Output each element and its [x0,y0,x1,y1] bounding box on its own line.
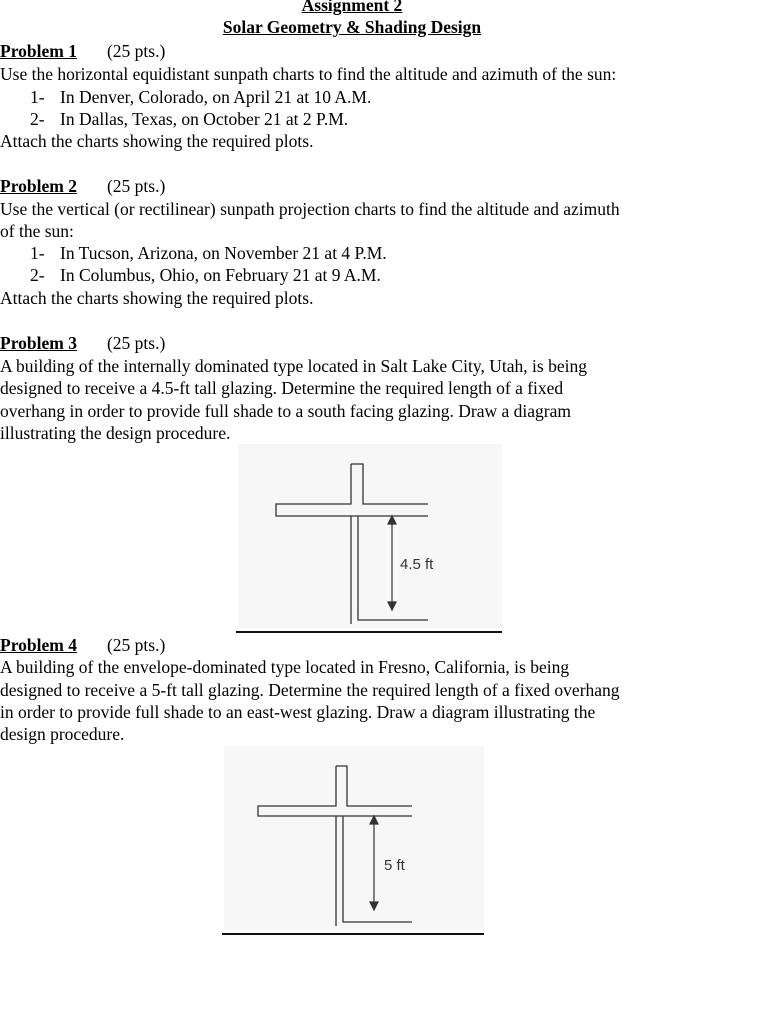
problem-text-line: designed to receive a 5-ft tall glazing. Determine the required length of a fixed overhang [0,680,620,700]
overhang-diagram-2 [222,746,484,936]
list-item-text: In Columbus, Ohio, on February 21 at 9 A.M. [60,265,381,285]
list-item-number: 1- [30,243,45,263]
glazing-height-label: 4.5 ft [400,556,434,573]
problem-2-header [0,175,165,198]
problem-4-header [0,634,165,657]
problem-heading: Problem 4 [0,635,77,655]
assignment-subject: Solar Geometry & Shading Design [222,17,482,37]
problem-3-header [0,332,165,355]
problem-points: (25 pts.) [106,635,166,655]
problem-footer: Attach the charts showing the required plots. [0,131,314,151]
list-item-text: In Dallas, Texas, on October 21 at 2 P.M. [60,109,349,129]
problem-1-header [0,40,165,63]
list-item [30,86,371,109]
problem-text-line: Use the vertical (or rectilinear) sunpath projection charts to find the altitude and azimuth [0,199,620,219]
problem-heading: Problem 3 [0,333,77,353]
list-item-number: 1- [30,87,45,107]
problem-text-line: of the sun: [0,221,74,241]
problem-points: (25 pts.) [106,176,166,196]
problem-text-line: in order to provide full shade to an east-west glazing. Draw a diagram illustrating the [0,702,596,722]
problem-footer: Attach the charts showing the required plots. [0,288,314,308]
glazing-height-label: 5 ft [384,857,405,874]
list-item-number: 2- [30,265,45,285]
problem-text-line: illustrating the design procedure. [0,423,231,443]
problem-text-line: A building of the envelope-dominated type located in Fresno, California, is being [0,657,570,677]
problem-heading: Problem 1 [0,41,77,61]
assignment-title: Assignment 2 [301,0,403,15]
list-item-number: 2- [30,109,45,129]
list-item-text: In Denver, Colorado, on April 21 at 10 A.M. [60,87,372,107]
problem-text-line: design procedure. [0,724,125,744]
list-item [30,108,348,131]
list-item [30,242,387,265]
list-item-text: In Tucson, Arizona, on November 21 at 4 P.M. [60,243,387,263]
problem-points: (25 pts.) [106,333,166,353]
figure-background [224,746,484,930]
list-item [30,264,381,287]
problem-text-line: overhang in order to provide full shade to a south facing glazing. Draw a diagram [0,401,571,421]
problem-text-line: Use the horizontal equidistant sunpath charts to find the altitude and azimuth of the sun: [0,64,617,84]
problem-text-line: A building of the internally dominated type located in Salt Lake City, Utah, is being [0,356,587,376]
problem-text-line: designed to receive a 4.5-ft tall glazing. Determine the required length of a fixed [0,378,564,398]
problem-points: (25 pts.) [106,41,166,61]
figure-background [238,444,502,628]
problem-heading: Problem 2 [0,176,77,196]
overhang-diagram-1 [236,444,502,634]
